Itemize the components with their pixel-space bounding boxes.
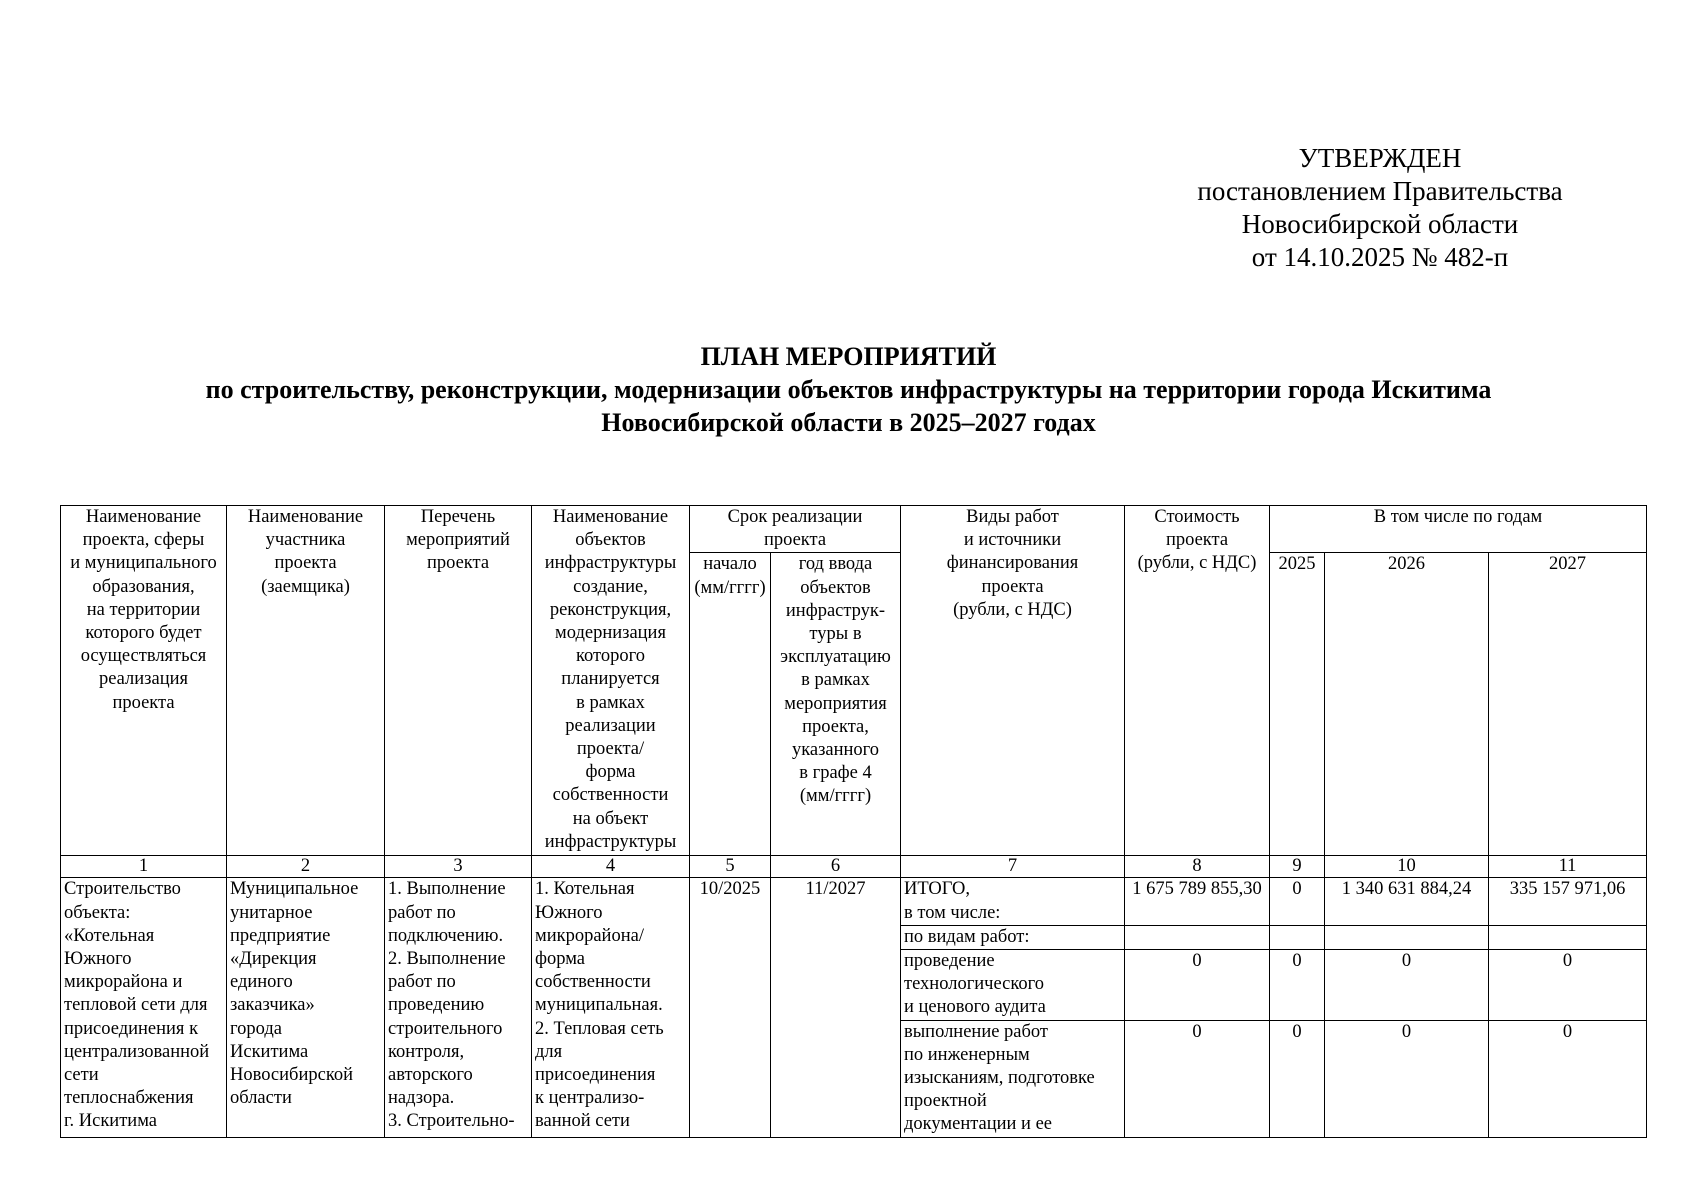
cell-work-label: проведение технологического и ценового аудита: [901, 950, 1125, 1021]
approval-line-date-number: от 14.10.2025 № 482-п: [1251, 242, 1509, 272]
cell-objects: 1. Котельная Южного микрорайона/ форма собственности муниципальная. 2. Тепловая сеть для присоединения к централизо- ванной сети: [532, 878, 690, 1137]
header-period-group: Срок реализации проекта: [690, 506, 901, 553]
header-commission: год ввода объектов инфраструк- туры в эксплуатацию в рамках мероприятия проекта, указанного в графе 4 (мм/гггг): [771, 553, 901, 856]
column-number: 5: [690, 856, 771, 878]
column-number: 6: [771, 856, 901, 878]
column-number: 8: [1125, 856, 1270, 878]
approval-block: [1170, 142, 1590, 274]
title-line-2: по строительству, реконструкции, модернизации объектов инфраструктуры на территории города Искитима: [205, 375, 1492, 404]
cell-project-name: Строительство объекта: «Котельная Южного микрорайона и тепловой сети для присоединения к централизованной сети теплоснабжения г. Искитима: [61, 878, 227, 1137]
title-line-1: ПЛАН МЕРОПРИЯТИЙ: [700, 342, 997, 371]
cell-start-date: 10/2025: [690, 878, 771, 1137]
cell-work-label: выполнение работ по инженерным изысканиям, подготовке проектной документации и ее: [901, 1020, 1125, 1137]
header-row-top: [61, 506, 1647, 553]
header-start: начало (мм/гггг): [690, 553, 771, 856]
cell-2025: [1270, 925, 1325, 949]
cell-cost: 1 675 789 855,30: [1125, 878, 1270, 925]
cell-work-label: по видам работ:: [901, 925, 1125, 949]
title-line-3: Новосибирской области в 2025–2027 годах: [601, 408, 1096, 437]
cell-work-label: ИТОГО, в том числе:: [901, 878, 1125, 925]
header-project: Наименование проекта, сферы и муниципального образования, на территории которого будет осуществляться реализация проекта: [61, 506, 227, 856]
cell-2027: 0: [1489, 1020, 1647, 1137]
cell-2026: [1325, 925, 1489, 949]
cell-cost: 0: [1125, 1020, 1270, 1137]
column-number: 3: [385, 856, 532, 878]
cell-cost: 0: [1125, 950, 1270, 1021]
cell-2025: 0: [1270, 878, 1325, 925]
header-work-types: Виды работ и источники финансирования проекта (рубли, с НДС): [901, 506, 1125, 856]
cell-2027: 0: [1489, 950, 1647, 1021]
cell-participant: Муниципальное унитарное предприятие «Дирекция единого заказчика» города Искитима Новосибирской области: [227, 878, 385, 1137]
table-row-total: [61, 878, 1647, 925]
header-cost: Стоимость проекта (рубли, с НДС): [1125, 506, 1270, 856]
cell-2025: 0: [1270, 950, 1325, 1021]
column-number: 7: [901, 856, 1125, 878]
cell-cost: [1125, 925, 1270, 949]
cell-2027: [1489, 925, 1647, 949]
column-number: 11: [1489, 856, 1647, 878]
cell-2027: 335 157 971,06: [1489, 878, 1647, 925]
plan-table: [60, 505, 1647, 1138]
column-number: 10: [1325, 856, 1489, 878]
header-year-2027: 2027: [1489, 553, 1647, 856]
approval-line-approved: УТВЕРЖДЕН: [1298, 143, 1462, 173]
cell-2026: 0: [1325, 1020, 1489, 1137]
cell-2025: 0: [1270, 1020, 1325, 1137]
header-objects: Наименование объектов инфраструктуры создание, реконструкция, модернизация которого планируется в рамках реализации проекта/ форма собственности на объект инфраструктуры: [532, 506, 690, 856]
column-number: 2: [227, 856, 385, 878]
approval-line-region: Новосибирской области: [1241, 209, 1519, 239]
cell-measures: 1. Выполнение работ по подключению. 2. Выполнение работ по проведению строительного контроля, авторского надзора. 3. Строительно-: [385, 878, 532, 1137]
header-participant: Наименование участника проекта (заемщика): [227, 506, 385, 856]
header-years-group: В том числе по годам: [1270, 506, 1647, 553]
cell-2026: 0: [1325, 950, 1489, 1021]
document-title: [0, 340, 1697, 439]
column-number: 1: [61, 856, 227, 878]
cell-commission-date: 11/2027: [771, 878, 901, 1137]
column-number-row: [61, 856, 1647, 878]
column-number: 4: [532, 856, 690, 878]
header-measures: Перечень мероприятий проекта: [385, 506, 532, 856]
header-year-2026: 2026: [1325, 553, 1489, 856]
approval-line-resolution: постановлением Правительства: [1197, 176, 1563, 206]
cell-2026: 1 340 631 884,24: [1325, 878, 1489, 925]
header-year-2025: 2025: [1270, 553, 1325, 856]
column-number: 9: [1270, 856, 1325, 878]
